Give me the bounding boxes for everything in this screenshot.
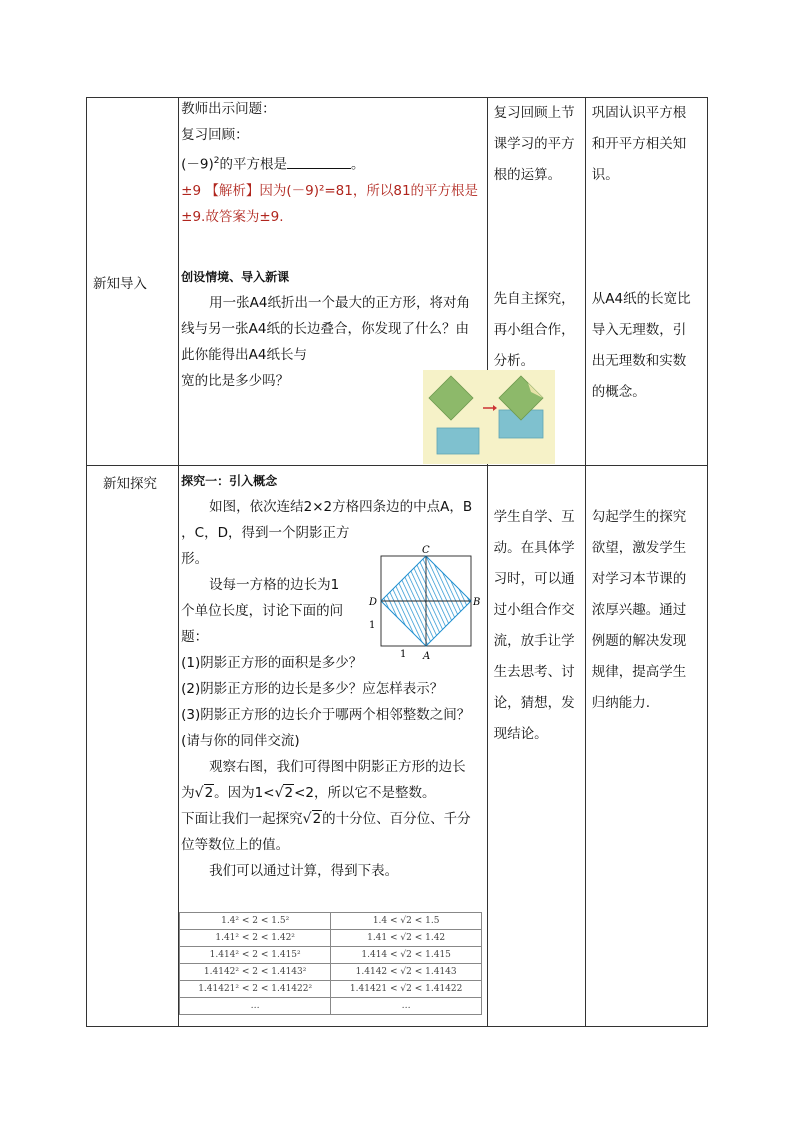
label-unit-horizontal: 1 xyxy=(400,649,407,660)
question-2: (2)阴影正方形的边长是多少？应怎样表示？ xyxy=(181,681,444,697)
table-cell: 1.41421 < √2 < 1.41422 xyxy=(331,981,482,998)
question-sup: 2 xyxy=(213,156,220,166)
table-cell: 1.4 < √2 < 1.5 xyxy=(331,913,482,930)
student-line: 复习回顾上节 xyxy=(493,105,575,121)
table-row xyxy=(180,930,482,947)
table-row xyxy=(180,981,482,998)
student-line: 生去思考、讨 xyxy=(493,664,575,680)
explore-p4: 设每一方格的边长为1 xyxy=(209,577,340,593)
label-unit-vertical: 1 xyxy=(369,620,376,631)
row-explore xyxy=(87,466,708,1027)
table-row xyxy=(180,913,482,930)
row-intro-main-cell xyxy=(179,98,487,466)
answer-blank xyxy=(287,154,351,169)
table-cell: 1.414 < √2 < 1.415 xyxy=(331,947,482,964)
question-1: (1)阴影正方形的面积是多少？ xyxy=(181,655,363,671)
intro-line1: 教师出示问题： xyxy=(181,101,276,117)
student-line: 流，放手让学 xyxy=(493,633,575,649)
observe-text-e: 的十分位、百分位、千分 xyxy=(322,811,471,827)
table-row xyxy=(180,998,482,1015)
intent-line: 识。 xyxy=(591,167,619,183)
intent-line: 归纳能力. xyxy=(591,695,651,711)
sqrt-radicand: 2 xyxy=(312,811,322,827)
table-cell: 1.41421² < 2 < 1.41422² xyxy=(180,981,331,998)
blue-sheet-left xyxy=(437,428,479,454)
row-explore-label-cell xyxy=(87,466,179,1027)
explore-p2: ，C，D，得到一个阴影正方 xyxy=(181,525,350,541)
intent-line: 对学习本节课的 xyxy=(591,571,687,587)
intent-line: 的概念。 xyxy=(591,384,646,400)
sqrt-expression: √2 xyxy=(274,785,294,801)
row-intro-label-cell xyxy=(87,98,179,466)
intro-p3: 此你能得出A4纸长与 xyxy=(181,346,307,363)
intro-line2: 复习回顾： xyxy=(181,127,249,143)
explore-p1: 如图，依次连结2×2方格四条边的中点A，B xyxy=(209,499,473,515)
sqrt-radicand: 2 xyxy=(284,785,294,801)
student-line: 分析。 xyxy=(493,353,535,369)
intent-line: 和开平方相关知 xyxy=(591,136,687,152)
intent-line: 勾起学生的探究 xyxy=(591,509,687,525)
intent-line: 欲望，激发学生 xyxy=(591,540,687,556)
table-cell: 1.4142² < 2 < 1.4143² xyxy=(180,964,331,981)
table-cell: 1.4142 < √2 < 1.4143 xyxy=(331,964,482,981)
student-line: 习时，可以通 xyxy=(493,571,575,587)
table-cell: 1.41² < 2 < 1.42² xyxy=(180,930,331,947)
table-row xyxy=(180,964,482,981)
student-line: 学生自学、互 xyxy=(493,509,575,525)
observe-text-b: 。因为1< xyxy=(214,785,275,801)
student-line: 根的运算。 xyxy=(493,167,562,183)
observe-text-d: 下面让我们一起探究 xyxy=(181,811,303,827)
observe-line2 xyxy=(181,780,486,806)
explore-p3: 形。 xyxy=(181,551,209,567)
observe-line4: 位等数位上的值。 xyxy=(181,837,290,853)
observe-line5: 我们可以通过计算，得到下表。 xyxy=(209,863,399,879)
intro-p2: 线与另一张A4纸的长边叠合，你发现了什么？由 xyxy=(181,320,469,337)
intent-line: 导入无理数，引 xyxy=(591,322,687,338)
observe-text-a: 为 xyxy=(181,785,195,801)
intent-line: 从A4纸的长宽比 xyxy=(591,291,691,307)
row-intro xyxy=(87,98,708,466)
explore-heading: 探究一：引入概念 xyxy=(181,474,278,488)
intent-line: 浓厚兴趣。通过 xyxy=(591,602,687,618)
observe-text-c: <2，所以它不是整数。 xyxy=(294,785,436,801)
label-d: D xyxy=(369,597,378,608)
sqrt2-estimate-table xyxy=(179,912,482,1015)
student-line: 课学习的平方 xyxy=(493,136,575,152)
row-explore-student-cell xyxy=(487,466,585,1027)
student-line: 先自主探究， xyxy=(493,291,575,307)
question-4: (请与你的同伴交流) xyxy=(181,733,300,749)
answer-line2: ±9.故答案为±9. xyxy=(181,208,284,225)
intent-line: 巩固认识平方根 xyxy=(591,105,687,121)
intent-line: 例题的解决发现 xyxy=(591,633,687,649)
explore-p5: 个单位长度，讨论下面的问 xyxy=(181,603,344,619)
table-cell: … xyxy=(180,998,331,1015)
observe-line3 xyxy=(181,806,486,832)
student-line: 再小组合作， xyxy=(493,322,575,338)
student-line: 动。在具体学 xyxy=(493,540,575,556)
intro-p1: 用一张A4纸折出一个最大的正方形，将对角 xyxy=(209,294,470,311)
sqrt-expression: √2 xyxy=(302,811,322,827)
intro-question xyxy=(181,148,486,178)
student-line: 论，猜想，发 xyxy=(493,695,575,711)
shaded-square-diagram xyxy=(367,544,483,668)
intro-heading: 创设情境、导入新课 xyxy=(181,269,290,284)
label-a: A xyxy=(423,651,431,662)
row-intro-label: 新知导入 xyxy=(93,276,147,292)
question-end: 。 xyxy=(351,156,365,173)
student-line: 现结论。 xyxy=(493,726,548,742)
row-intro-intent-cell xyxy=(585,98,707,466)
question-3: (3)阴影正方形的边长介于哪两个相邻整数之间？ xyxy=(181,707,471,723)
question-suffix: 的平方根是 xyxy=(219,156,287,173)
intro-p4: 宽的比是多少吗？ xyxy=(181,372,290,389)
student-line: 过小组合作交 xyxy=(493,602,575,618)
answer-line1: ±9 【解析】因为(－9)²=81，所以81的平方根是 xyxy=(181,182,479,199)
sqrt-expression: √2 xyxy=(194,785,214,801)
question-prefix: (－9) xyxy=(181,156,214,173)
table-cell: 1.4² < 2 < 1.5² xyxy=(180,913,331,930)
table-cell: 1.414² < 2 < 1.415² xyxy=(180,947,331,964)
label-b: B xyxy=(473,597,481,608)
explore-p6: 题： xyxy=(181,629,209,645)
a4-fold-illustration xyxy=(423,370,555,464)
intent-line: 出无理数和实数 xyxy=(591,353,687,369)
label-c: C xyxy=(422,545,430,556)
observe-line1: 观察右图，我们可得图中阴影正方形的边长 xyxy=(209,759,466,775)
table-cell: 1.41 < √2 < 1.42 xyxy=(331,930,482,947)
lesson-plan-table xyxy=(86,97,708,1027)
row-explore-label: 新知探究 xyxy=(103,476,157,492)
table-row xyxy=(180,947,482,964)
sqrt-radicand: 2 xyxy=(204,785,214,801)
row-explore-main-cell xyxy=(179,466,487,1027)
table-cell: … xyxy=(331,998,482,1015)
intent-line: 规律，提高学生 xyxy=(591,664,687,680)
row-explore-intent-cell xyxy=(585,466,707,1027)
